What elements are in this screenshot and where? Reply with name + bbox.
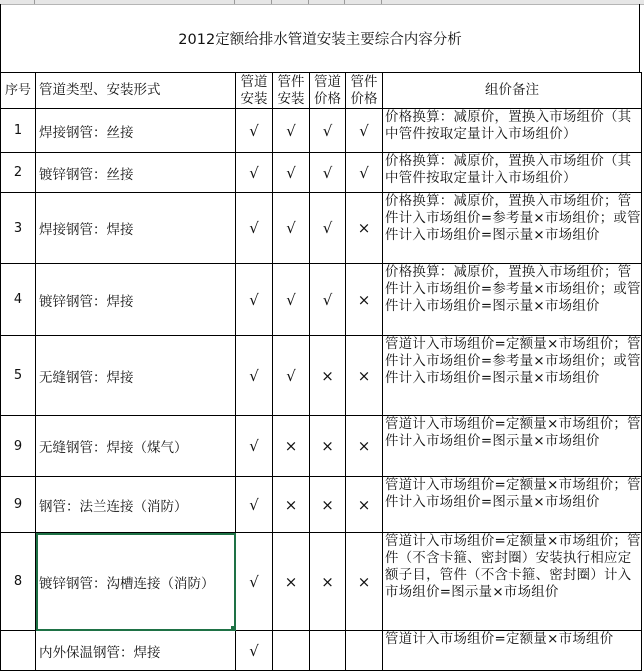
table-row: [1, 416, 642, 477]
fill-handle[interactable]: [231, 626, 236, 631]
cell-note[interactable]: 管道计入市场组价=定额量×市场组价；管件（不含卡箍、密封圈）安装执行相应定额子目，管件（不含卡箍、密封圈）计入市场组价=图示量×市场组价: [383, 533, 642, 631]
cell-note[interactable]: 管道计入市场组价=定额量×市场组价；管件计入市场组价=参考量×市场组价；或管件计入市场组价=图示量×市场组价: [383, 336, 642, 416]
cell-type[interactable]: 内外保温钢管：焊接: [36, 631, 236, 671]
cell-fitting-price[interactable]: √: [346, 109, 383, 153]
selected-cell[interactable]: [36, 533, 236, 631]
cell-type: 镀锌钢管：沟槽连接（消防）: [39, 575, 215, 592]
cell-pipe-install[interactable]: √: [236, 193, 273, 264]
header-fitting-price[interactable]: 管件价格: [346, 73, 383, 109]
cell-fitting-price[interactable]: ×: [346, 264, 383, 336]
cell-fitting-install[interactable]: ×: [273, 533, 310, 631]
cell-fitting-install[interactable]: √: [273, 153, 310, 193]
cell-pipe-price[interactable]: ×: [310, 477, 346, 533]
cell-fitting-install[interactable]: ×: [273, 416, 310, 477]
header-type[interactable]: 管道类型、安装形式: [36, 73, 236, 109]
cell-pipe-price[interactable]: √: [310, 153, 346, 193]
table-row: [1, 631, 642, 671]
cell-no[interactable]: 4: [1, 264, 36, 336]
cell-pipe-install[interactable]: √: [236, 631, 273, 671]
cell-fitting-price[interactable]: ×: [346, 477, 383, 533]
header-pipe-install[interactable]: 管道安装: [236, 73, 273, 109]
table-row: [1, 264, 642, 336]
cell-fitting-install[interactable]: √: [273, 264, 310, 336]
cell-type[interactable]: 焊接钢管：丝接: [36, 109, 236, 153]
cell-note[interactable]: 管道计入市场组价=定额量×市场组价；管件计入市场组价=图示量×市场组价: [383, 416, 642, 477]
cell-fitting-price[interactable]: √: [346, 153, 383, 193]
cell-no[interactable]: 8: [1, 533, 36, 631]
cell-pipe-install[interactable]: √: [236, 153, 273, 193]
cell-type[interactable]: 焊接钢管：焊接: [36, 193, 236, 264]
cell-fitting-price[interactable]: ×: [346, 193, 383, 264]
cell-fitting-price[interactable]: ×: [346, 416, 383, 477]
cell-pipe-install[interactable]: √: [236, 416, 273, 477]
cell-note[interactable]: 价格换算：减原价，置换入市场组价；管件计入市场组价=参考量×市场组价；或管件计入市场组价=图示量×市场组价: [383, 193, 642, 264]
cell-pipe-price[interactable]: ×: [310, 336, 346, 416]
cell-fitting-install[interactable]: √: [273, 193, 310, 264]
cell-fitting-install[interactable]: √: [273, 109, 310, 153]
table-row: [1, 193, 642, 264]
cell-type[interactable]: 无缝钢管：焊接: [36, 336, 236, 416]
header-pipe-price[interactable]: 管道价格: [310, 73, 346, 109]
cell-no[interactable]: 5: [1, 336, 36, 416]
sheet-title[interactable]: 2012定额给排水管道安装主要综合内容分析: [0, 4, 640, 72]
table-row: [1, 109, 642, 153]
cell-note[interactable]: 价格换算：减原价，置换入市场组价（其中管件按取定量计入市场组价）: [383, 153, 642, 193]
cell-note[interactable]: 管道计入市场组价=定额量×市场组价；管件计入市场组价=图示量×市场组价: [383, 477, 642, 533]
cell-fitting-price[interactable]: ×: [346, 533, 383, 631]
cell-no[interactable]: 2: [1, 153, 36, 193]
header-no[interactable]: 序号: [1, 73, 36, 109]
table-row: [1, 533, 642, 631]
cell-pipe-price[interactable]: ×: [310, 533, 346, 631]
cell-pipe-price[interactable]: [310, 631, 346, 671]
header-fitting-install[interactable]: 管件安装: [273, 73, 310, 109]
cell-pipe-price[interactable]: √: [310, 109, 346, 153]
table-row: [1, 336, 642, 416]
cell-pipe-install[interactable]: √: [236, 477, 273, 533]
cell-type[interactable]: 无缝钢管：焊接（煤气）: [36, 416, 236, 477]
cell-no[interactable]: [1, 631, 36, 671]
cell-note[interactable]: 价格换算：减原价，置换入市场组价（其中管件按取定量计入市场组价）: [383, 109, 642, 153]
cell-fitting-install[interactable]: [273, 631, 310, 671]
cell-pipe-price[interactable]: ×: [310, 416, 346, 477]
header-row: [1, 73, 642, 109]
cell-no[interactable]: 9: [1, 477, 36, 533]
analysis-table: [0, 72, 642, 671]
table-row: [1, 153, 642, 193]
cell-pipe-install[interactable]: √: [236, 533, 273, 631]
cell-no[interactable]: 1: [1, 109, 36, 153]
cell-no[interactable]: 3: [1, 193, 36, 264]
header-note[interactable]: 组价备注: [383, 73, 642, 109]
cell-type[interactable]: 镀锌钢管：丝接: [36, 153, 236, 193]
cell-fitting-price[interactable]: [346, 631, 383, 671]
cell-type[interactable]: 镀锌钢管：焊接: [36, 264, 236, 336]
cell-fitting-price[interactable]: ×: [346, 336, 383, 416]
cell-fitting-install[interactable]: ×: [273, 477, 310, 533]
cell-pipe-install[interactable]: √: [236, 109, 273, 153]
table-row: [1, 477, 642, 533]
cell-note[interactable]: 管道计入市场组价=定额量×市场组价: [383, 631, 642, 671]
cell-pipe-price[interactable]: √: [310, 193, 346, 264]
cell-fitting-install[interactable]: √: [273, 336, 310, 416]
cell-pipe-install[interactable]: √: [236, 336, 273, 416]
cell-no[interactable]: 9: [1, 416, 36, 477]
cell-pipe-price[interactable]: √: [310, 264, 346, 336]
cell-type[interactable]: 钢管：法兰连接（消防）: [36, 477, 236, 533]
cell-pipe-install[interactable]: √: [236, 264, 273, 336]
cell-note[interactable]: 价格换算：减原价，置换入市场组价；管件计入市场组价=参考量×市场组价；或管件计入市场组价=图示量×市场组价: [383, 264, 642, 336]
